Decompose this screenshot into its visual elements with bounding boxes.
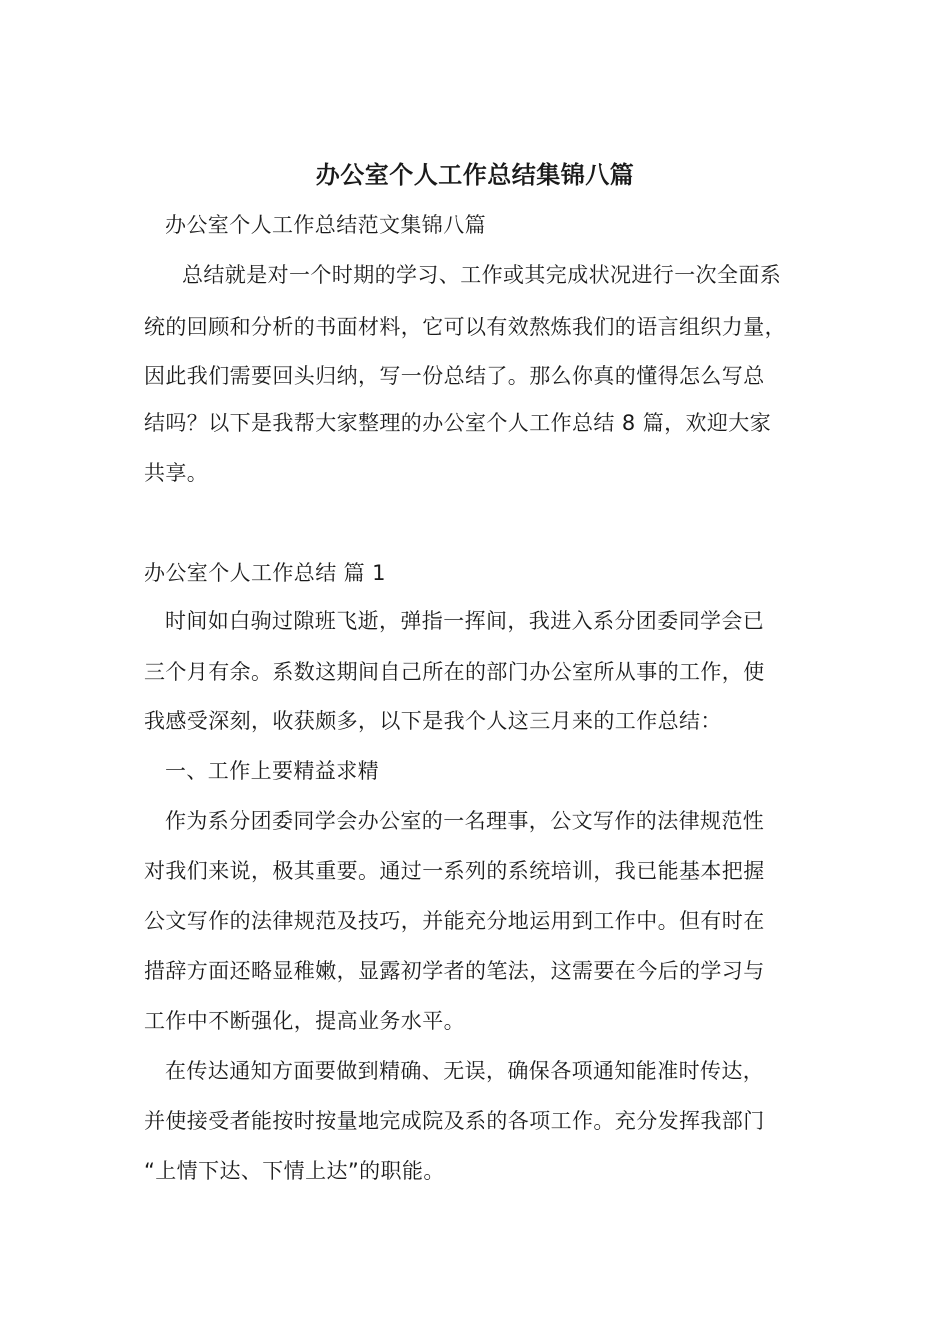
para2-line-3: 公文写作的法律规范及技巧，并能充分地运用到工作中。但有时在 [144,909,765,933]
para2-line-4: 措辞方面还略显稚嫩，显露初学者的笔法，这需要在今后的学习与 [144,959,765,983]
section-heading: 办公室个人工作总结 篇 1 [144,561,386,585]
para3-line-3: “上情下达、下情上达”的职能。 [144,1159,445,1183]
intro-line-1: 总结就是对一个时期的学习、工作或其完成状况进行一次全面系 [182,263,782,287]
intro-line-2: 统的回顾和分析的书面材料，它可以有效熬炼我们的语言组织力量， [144,315,786,339]
para1-line-2: 三个月有余。系数这期间自己所在的部门办公室所从事的工作，使 [144,660,765,684]
para1-line-1: 时间如白驹过隙班飞逝，弹指一挥间，我进入系分团委同学会已 [165,609,765,633]
para2-line-2: 对我们来说，极其重要。通过一系列的系统培训，我已能基本把握 [144,859,765,883]
subheading: 一、工作上要精益求精 [165,759,379,783]
para3-line-1: 在传达通知方面要做到精确、无误，确保各项通知能准时传达， [165,1059,765,1083]
para2-line-5: 工作中不断强化，提高业务水平。 [144,1009,465,1033]
para3-line-2: 并使接受者能按时按量地完成院及系的各项工作。充分发挥我部门 [144,1109,765,1133]
intro-line-3: 因此我们需要回头归纳，写一份总结了。那么你真的懂得怎么写总 [144,364,765,388]
intro-line-5: 共享。 [144,461,209,485]
para2-line-1: 作为系分团委同学会办公室的一名理事，公文写作的法律规范性 [165,809,765,833]
document-subtitle: 办公室个人工作总结范文集锦八篇 [165,213,486,237]
document-title: 办公室个人工作总结集锦八篇 [315,160,635,189]
para1-line-3: 我感受深刻，收获颇多，以下是我个人这三月来的工作总结： [144,709,722,733]
intro-line-4: 结吗？以下是我帮大家整理的办公室个人工作总结 8 篇，欢迎大家 [144,411,772,435]
